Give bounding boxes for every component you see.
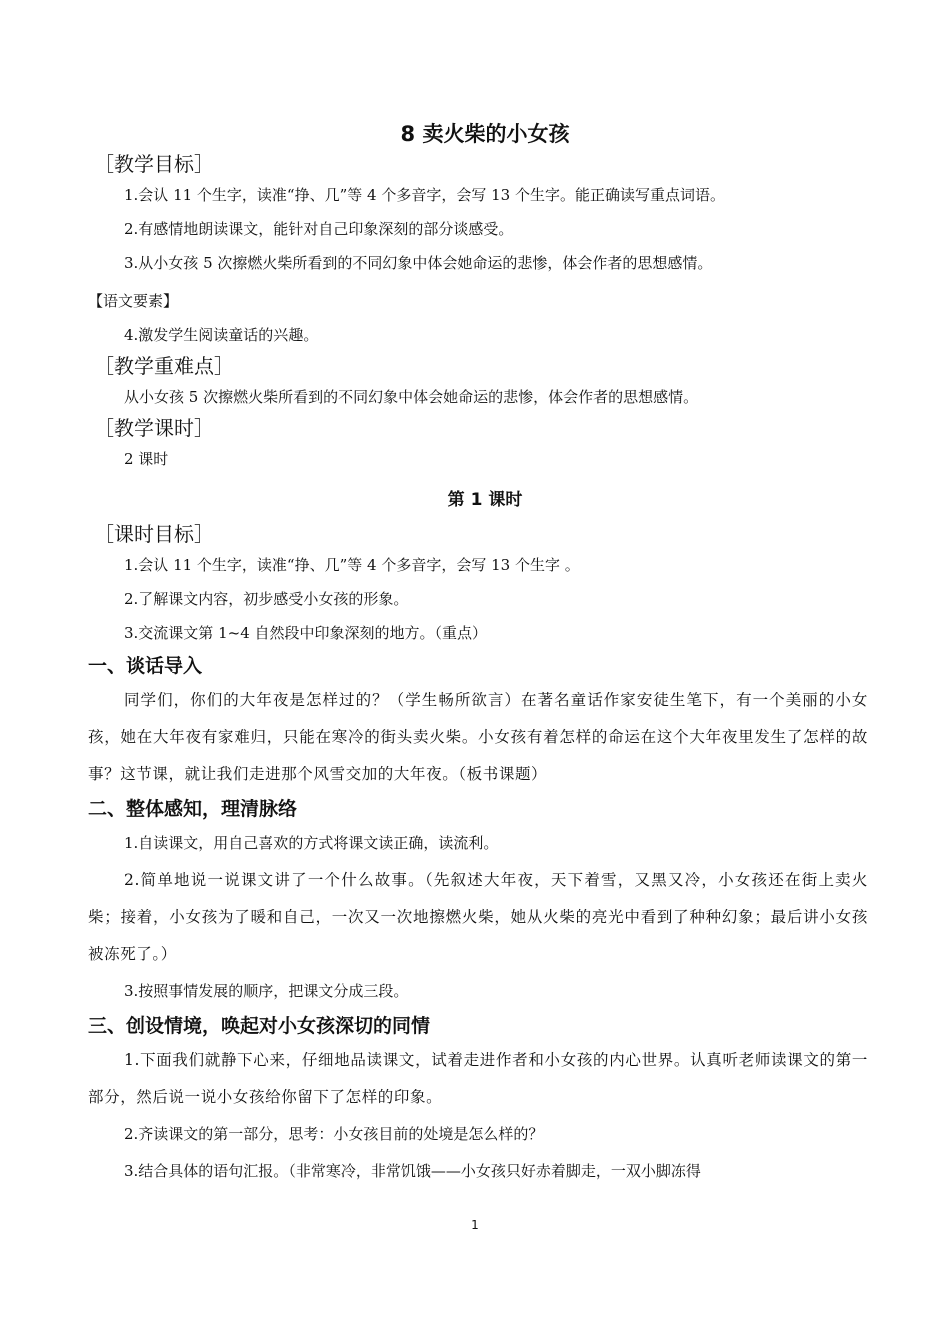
lesson-goals-heading: ［课时目标］	[94, 522, 214, 546]
section-1-paragraph: 同学们，你们的大年夜是怎样过的？（学生畅所欲言）在著名童话作家安徒生笔下，有一个美丽的小女孩，她在大年夜有家难归，只能在寒冷的街头卖火柴。小女孩有着怎样的命运在这个大年夜里发生了怎样的故事？这节课，就让我们走进那个风雪交加的大年夜。（板书课题）	[88, 691, 868, 783]
goal-item-2: 2.有感情地朗读课文，能针对自己印象深刻的部分谈感受。	[124, 220, 514, 238]
key-difficult-points-heading: ［教学重难点］	[94, 354, 234, 378]
section-3-item-1: 1.下面我们就静下心来，仔细地品读课文，试着走进作者和小女孩的内心世界。认真听老师读课文的第一部分，然后说一说小女孩给你留下了怎样的印象。	[88, 1051, 868, 1106]
lesson-goal-item-1: 1.会认 11 个生字，读准“挣、几”等 4 个多音字，会写 13 个生字 。	[124, 556, 580, 574]
section-2-item-3: 3.按照事情发展的顺序，把课文分成三段。	[124, 982, 409, 1000]
language-elements-heading: 【语文要素】	[88, 292, 179, 310]
lesson-goal-item-2: 2.了解课文内容，初步感受小女孩的形象。	[124, 590, 409, 608]
section-3-item-3: 3.结合具体的语句汇报。（非常寒冷，非常饥饿——小女孩只好赤着脚走，一双小脚冻得	[124, 1162, 701, 1180]
section-1-heading: 一、谈话导入	[88, 655, 203, 677]
lesson-1-title: 第 1 课时	[447, 490, 523, 510]
section-3-item-2: 2.齐读课文的第一部分，思考：小女孩目前的处境是怎么样的？	[124, 1125, 544, 1143]
section-2-item-2: 2.简单地说一说课文讲了一个什么故事。（先叙述大年夜，天下着雪，又黑又冷，小女孩还在街上卖火柴；接着，小女孩为了暖和自己，一次又一次地擦燃火柴，她从火柴的亮光中看到了种种幻象；最后讲小女孩被冻死了。）	[88, 871, 868, 963]
teaching-hours-text: 2 课时	[124, 450, 169, 468]
teaching-hours-heading: ［教学课时］	[94, 416, 214, 440]
lesson-goal-item-3: 3.交流课文第 1~4 自然段中印象深刻的地方。（重点）	[124, 624, 488, 642]
page-number: 1	[471, 1218, 479, 1232]
teaching-goals-heading: ［教学目标］	[94, 152, 214, 176]
goal-item-1: 1.会认 11 个生字，读准“挣、几”等 4 个多音字，会写 13 个生字。能正确读写重点词语。	[124, 186, 725, 204]
document-page	[88, 118, 868, 1190]
section-2-heading: 二、整体感知，理清脉络	[88, 798, 298, 820]
section-3-heading: 三、创设情境，唤起对小女孩深切的同情	[88, 1015, 431, 1037]
key-difficult-points-text: 从小女孩 5 次擦燃火柴所看到的不同幻象中体会她命运的悲惨，体会作者的思想感情。	[124, 388, 699, 406]
document-title: 8 卖火柴的小女孩	[400, 122, 570, 146]
language-item-1: 4.激发学生阅读童话的兴趣。	[124, 326, 319, 344]
goal-item-3: 3.从小女孩 5 次擦燃火柴所看到的不同幻象中体会她命运的悲惨，体会作者的思想感情。	[124, 254, 713, 272]
section-2-item-1: 1.自读课文，用自己喜欢的方式将课文读正确，读流利。	[124, 834, 499, 852]
